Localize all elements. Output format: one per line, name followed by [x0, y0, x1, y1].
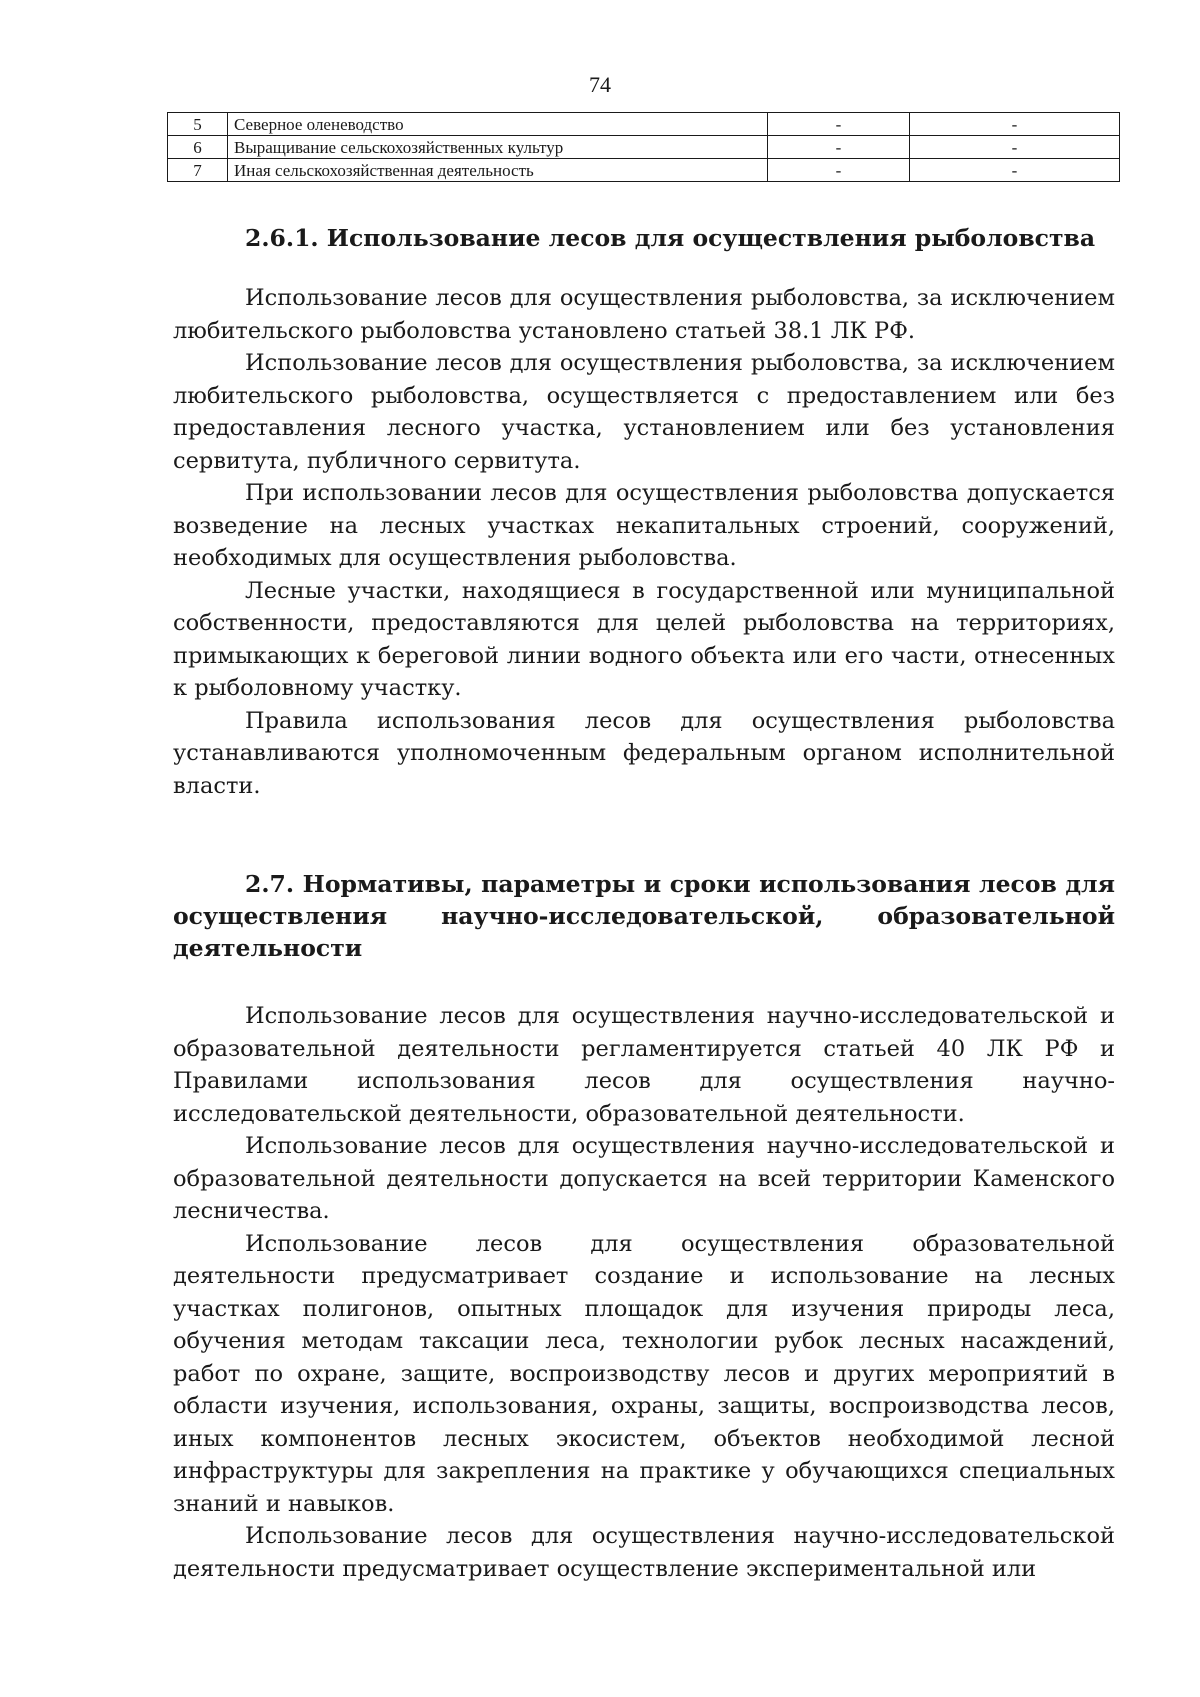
- section-body-2-6-1: [173, 282, 1115, 802]
- section-heading-2-6-1: 2.6.1. Использование лесов для осуществления рыболовства: [245, 224, 1096, 252]
- value-cell: -: [910, 113, 1120, 136]
- body-paragraph: Использование лесов для осуществления научно-исследовательской деятельности предусматривает осуществление экспериментальной или: [173, 1523, 1115, 1582]
- section-heading-2-7-text: 2.7. Нормативы, параметры и сроки использования лесов для осуществления научно-исследовательской, образовательной деятельности: [173, 870, 1115, 962]
- body-paragraph: Использование лесов для осуществления научно-исследовательской и образовательной деятельности допускается на всей территории Каменского лесничества.: [173, 1133, 1115, 1224]
- page-number: 74: [589, 72, 611, 97]
- body-paragraph: Использование лесов для осуществления рыболовства, за исключением любительского рыболовства, осуществляется с предоставлением или без предоставления лесного участка, установлением или без установления сервитута, публичного сервитута.: [173, 350, 1115, 474]
- body-paragraph: Лесные участки, находящиеся в государственной или муниципальной собственности, предоставляются для целей рыболовства на территориях, примыкающих к береговой линии водного объекта или его части, отнесенных к рыболовному участку.: [173, 577, 1115, 701]
- body-paragraph: Использование лесов для осуществления научно-исследовательской и образовательной деятельности регламентируется статьей 40 ЛК РФ и Правилами использования лесов для осуществления научно-исследовательской деятельности, образовательной деятельности.: [173, 1003, 1115, 1127]
- activities-table: [167, 112, 1120, 182]
- table-row: [168, 113, 1120, 136]
- row-number-cell: 6: [168, 136, 228, 159]
- section-body-2-7: [173, 1000, 1115, 1585]
- value-cell: -: [768, 113, 910, 136]
- value-cell: -: [910, 159, 1120, 182]
- body-paragraph: При использовании лесов для осуществления рыболовства допускается возведение на лесных участках некапитальных строений, сооружений, необходимых для осуществления рыболовства.: [173, 480, 1115, 571]
- row-number-cell: 5: [168, 113, 228, 136]
- body-paragraph: Правила использования лесов для осуществления рыболовства устанавливаются уполномоченным федеральным органом исполнительной власти.: [173, 707, 1115, 799]
- activity-name-cell: Выращивание сельскохозяйственных культур: [228, 136, 768, 159]
- section-heading-2-7: [173, 868, 1115, 964]
- value-cell: -: [910, 136, 1120, 159]
- table-row: [168, 159, 1120, 182]
- value-cell: -: [768, 159, 910, 182]
- activity-name-cell: Иная сельскохозяйственная деятельность: [228, 159, 768, 182]
- row-number-cell: 7: [168, 159, 228, 182]
- activity-name-cell: Северное оленеводство: [228, 113, 768, 136]
- value-cell: -: [768, 136, 910, 159]
- body-paragraph: Использование лесов для осуществления рыболовства, за исключением любительского рыболовства установлено статьей 38.1 ЛК РФ.: [173, 285, 1115, 344]
- table-row: [168, 136, 1120, 159]
- table-body: [168, 113, 1120, 182]
- body-paragraph: Использование лесов для осуществления образовательной деятельности предусматривает создание и использование на лесных участках полигонов, опытных площадок для изучения природы леса, обучения методам таксации леса, технологии рубок лесных насаждений, работ по охране, защите, воспроизводству лесов и других мероприятий в области изучения, использования, охраны, защиты, воспроизводства лесов, иных компонентов лесных экосистем, объектов необходимой лесной инфраструктуры для закрепления на практике у обучающихся специальных знаний и навыков.: [173, 1230, 1115, 1517]
